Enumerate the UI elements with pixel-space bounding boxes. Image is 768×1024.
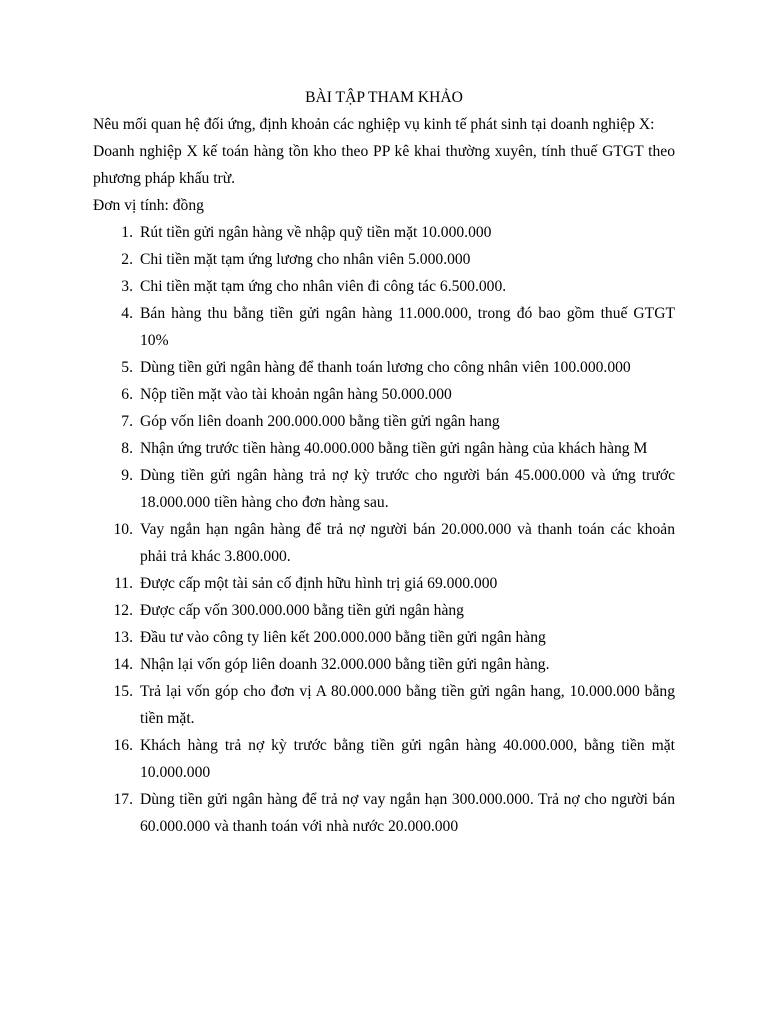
- item-number: 17.: [113, 791, 133, 808]
- item-text: Nộp tiền mặt vào tài khoản ngân hàng 50.000.000: [140, 386, 452, 403]
- list-item: [93, 408, 675, 435]
- item-number: 3.: [121, 278, 133, 295]
- document-page: [93, 84, 675, 840]
- item-text: Được cấp vốn 300.000.000 bằng tiền gửi ngân hàng: [140, 602, 464, 619]
- item-number: 8.: [121, 440, 133, 457]
- task-list: [93, 219, 675, 840]
- intro-paragraph: Nêu mối quan hệ đối ứng, định khoản các nghiệp vụ kinh tế phát sinh tại doanh nghiệp X:: [93, 116, 655, 133]
- item-text: Vay ngắn hạn ngân hàng để trả nợ người bán 20.000.000 và thanh toán các khoản phải trả khác 3.800.000.: [140, 521, 675, 565]
- item-text: Chi tiền mặt tạm ứng cho nhân viên đi công tác 6.500.000.: [140, 278, 507, 295]
- item-number: 11.: [114, 575, 133, 592]
- list-item: [93, 678, 675, 732]
- item-number: 6.: [121, 386, 133, 403]
- item-text: Dùng tiền gửi ngân hàng để trả nợ vay ngắn hạn 300.000.000. Trả nợ cho người bán 60.000.000 và thanh toán với nhà nước 20.000.000: [140, 791, 675, 835]
- item-text: Góp vốn liên doanh 200.000.000 bằng tiền gửi ngân hang: [140, 413, 500, 430]
- unit-note: Đơn vị tính: đồng: [93, 197, 204, 214]
- list-item: [93, 219, 675, 246]
- list-item: [93, 381, 675, 408]
- item-number: 2.: [121, 251, 133, 268]
- item-number: 12.: [113, 602, 133, 619]
- item-number: 14.: [113, 656, 133, 673]
- list-item: [93, 462, 675, 516]
- context-paragraph: Doanh nghiệp X kế toán hàng tồn kho theo PP kê khai thường xuyên, tính thuế GTGT theo phương pháp khấu trừ.: [93, 143, 675, 187]
- list-item: [93, 786, 675, 840]
- list-item: [93, 732, 675, 786]
- item-number: 16.: [113, 737, 133, 754]
- item-text: Rút tiền gửi ngân hàng về nhập quỹ tiền mặt 10.000.000: [140, 224, 492, 241]
- item-text: Nhận lại vốn góp liên doanh 32.000.000 bằng tiền gửi ngân hàng.: [140, 656, 550, 673]
- item-text: Trả lại vốn góp cho đơn vị A 80.000.000 bằng tiền gửi ngân hang, 10.000.000 bằng tiền mặt.: [140, 683, 675, 727]
- list-item: [93, 435, 675, 462]
- list-item: [93, 624, 675, 651]
- item-number: 1.: [121, 224, 133, 241]
- item-text: Bán hàng thu bằng tiền gửi ngân hàng 11.000.000, trong đó bao gồm thuế GTGT 10%: [140, 305, 675, 349]
- item-text: Dùng tiền gửi ngân hàng để thanh toán lương cho công nhân viên 100.000.000: [140, 359, 631, 376]
- item-text: Đầu tư vào công ty liên kết 200.000.000 bằng tiền gửi ngân hàng: [140, 629, 546, 646]
- item-text: Nhận ứng trước tiền hàng 40.000.000 bằng tiền gửi ngân hàng của khách hàng M: [140, 440, 648, 457]
- item-number: 4.: [121, 305, 133, 322]
- list-item: [93, 300, 675, 354]
- list-item: [93, 354, 675, 381]
- list-item: [93, 651, 675, 678]
- item-text: Chi tiền mặt tạm ứng lương cho nhân viên 5.000.000: [140, 251, 471, 268]
- item-text: Khách hàng trả nợ kỳ trước bằng tiền gửi ngân hàng 40.000.000, bằng tiền mặt 10.000.000: [140, 737, 675, 781]
- item-text: Dùng tiền gửi ngân hàng trả nợ kỳ trước cho người bán 45.000.000 và ứng trước 18.000.000 tiền hàng cho đơn hàng sau.: [140, 467, 675, 511]
- item-number: 10.: [113, 521, 133, 538]
- list-item: [93, 597, 675, 624]
- list-item: [93, 570, 675, 597]
- item-number: 13.: [113, 629, 133, 646]
- item-number: 9.: [121, 467, 133, 484]
- list-item: [93, 273, 675, 300]
- item-number: 5.: [121, 359, 133, 376]
- item-text: Được cấp một tài sản cố định hữu hình trị giá 69.000.000: [140, 575, 498, 592]
- item-number: 7.: [121, 413, 133, 430]
- item-number: 15.: [113, 683, 133, 700]
- page-title: BÀI TẬP THAM KHẢO: [305, 89, 463, 106]
- list-item: [93, 516, 675, 570]
- list-item: [93, 246, 675, 273]
